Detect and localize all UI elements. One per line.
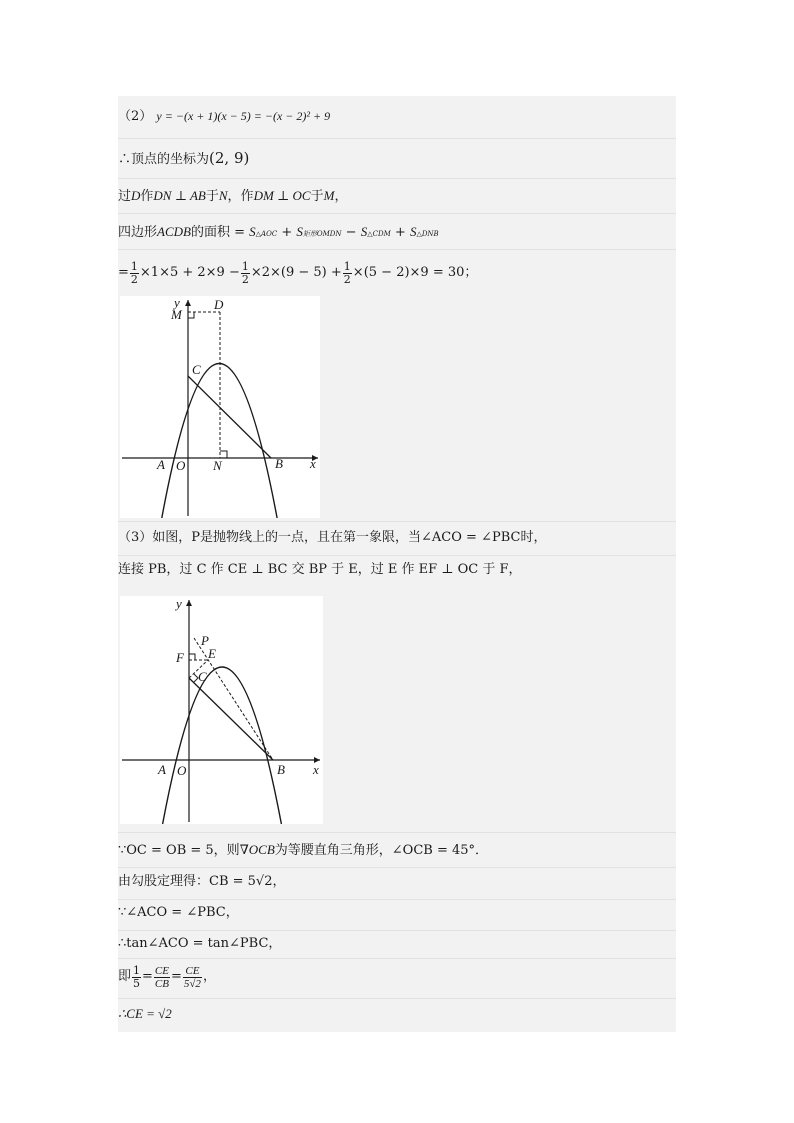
- operator: +: [394, 225, 406, 240]
- pythagoras-line: [118, 874, 676, 890]
- denominator: CB: [154, 977, 169, 990]
- text: 于: [205, 189, 219, 204]
- part2-equation-line: [118, 108, 676, 125]
- area-symbol: S: [296, 224, 303, 239]
- subscript: △AOC: [255, 230, 278, 238]
- operator: =: [170, 969, 182, 984]
- part3-construction-line: [118, 562, 676, 578]
- point-d: D: [131, 188, 141, 203]
- text: ×(5 − 2)×9 = 30；: [352, 265, 478, 280]
- label-n: N: [213, 458, 222, 473]
- text: 过: [118, 189, 132, 204]
- label-c: C: [192, 362, 201, 377]
- part3-construction: 连接 PB，过 C 作 CE ⊥ BC 交 BP 于 E，过 E 作 EF ⊥ OC 于 F，: [118, 562, 522, 577]
- label-y: y: [176, 596, 182, 611]
- area-formula-line: [118, 224, 676, 242]
- label-x: x: [310, 456, 316, 471]
- triangle-ocb: ∇OCB: [239, 842, 275, 857]
- subscript: △CDM: [367, 230, 391, 238]
- part3-statement: （3）如图，P是抛物线上的一点，且在第一象限，当∠ACO = ∠PBC时，: [118, 530, 547, 545]
- divider: [118, 521, 676, 522]
- area-symbol: S: [409, 224, 417, 239]
- denominator: 2: [130, 272, 138, 286]
- right-angle-m: [188, 312, 194, 318]
- operator: +: [281, 225, 293, 240]
- y-axis-arrow: [186, 600, 192, 606]
- text: 为等腰直角三角形，∠OCB = 45°．: [274, 843, 489, 858]
- label-m: M: [171, 307, 182, 322]
- text: ，: [202, 969, 216, 984]
- point-m: M: [323, 188, 335, 203]
- label-o: O: [176, 458, 186, 473]
- divider: [118, 899, 676, 900]
- operator: −: [345, 225, 357, 240]
- figure1-svg: [120, 296, 320, 518]
- figure-angle-condition: [120, 596, 323, 824]
- result-line: [118, 1006, 676, 1023]
- point-n: N: [218, 188, 228, 203]
- segment-cb: [189, 678, 273, 760]
- ratio-line: [118, 960, 676, 994]
- tangent-line: [118, 936, 676, 952]
- divider: [118, 930, 676, 931]
- operator: =: [118, 265, 129, 280]
- numerator: 1: [133, 963, 141, 977]
- fraction-ce-5root2: [183, 965, 202, 990]
- construction-line: [118, 188, 676, 205]
- quadrilateral-name: ACDB: [157, 224, 191, 239]
- label-c: C: [198, 669, 207, 684]
- perpendicular-dn-ab: DN ⊥ AB: [153, 188, 206, 203]
- fraction-ce-cb: [154, 965, 170, 990]
- numerator: 1: [130, 259, 138, 273]
- parabola: [163, 667, 282, 824]
- segment-pb: [194, 638, 273, 760]
- divider: [118, 867, 676, 868]
- denominator: 2: [343, 272, 351, 286]
- text: 即: [118, 969, 132, 984]
- isosceles-line: [118, 842, 676, 859]
- fraction-half: [130, 261, 139, 286]
- label-b: B: [277, 762, 285, 777]
- numerator: CE: [183, 965, 202, 978]
- text: 作: [140, 189, 154, 204]
- figure2-svg: [120, 596, 323, 824]
- label-a: A: [158, 762, 166, 777]
- parabola-equation: y = −(x + 1)(x − 5) = −(x − 2)² + 9: [156, 109, 331, 123]
- label-y: y: [174, 296, 180, 310]
- part-number: （2）: [118, 109, 153, 124]
- y-axis-arrow: [185, 300, 191, 306]
- divider: [118, 998, 676, 999]
- pythagoras-text: 由勾股定理得：CB = 5√2，: [118, 874, 286, 889]
- fraction-one-fifth: [132, 965, 141, 990]
- area-symbol: S: [249, 224, 256, 239]
- vertex-text: ∴顶点的坐标为: [118, 152, 210, 167]
- text: ×1×5 + 2×9 −: [139, 265, 240, 280]
- numerator: 1: [343, 259, 351, 273]
- figure-quadrilateral: [120, 296, 320, 518]
- text: ∵OC = OB = 5，则: [118, 843, 240, 858]
- text: ×2×(9 − 5) +: [250, 265, 342, 280]
- label-d: D: [214, 297, 224, 312]
- text: 的面积 =: [190, 225, 245, 240]
- label-o: O: [177, 763, 187, 778]
- vertex-line: [118, 150, 676, 168]
- label-p: P: [201, 633, 209, 648]
- divider: [118, 958, 676, 959]
- text: 四边形: [118, 225, 158, 240]
- fraction-half: [241, 261, 250, 286]
- label-f: F: [176, 650, 184, 665]
- right-angle-f: [189, 654, 195, 660]
- parabola: [162, 364, 277, 519]
- vertex-coordinates: (2, 9): [209, 149, 250, 167]
- denominator: 5: [133, 976, 141, 990]
- label-x: x: [313, 762, 319, 777]
- segment-cb: [188, 376, 271, 458]
- angle-equality: ∵∠ACO = ∠PBC，: [118, 905, 239, 920]
- numerator: 1: [241, 259, 249, 273]
- label-a: A: [157, 457, 165, 472]
- angle-equality-line: [118, 905, 676, 921]
- denominator: 2: [241, 272, 249, 286]
- divider: [118, 213, 676, 214]
- label-e: E: [208, 646, 216, 661]
- subscript: △DNB: [416, 230, 439, 238]
- solution-document: [118, 96, 676, 1032]
- divider: [118, 138, 676, 139]
- numerator: CE: [154, 964, 169, 977]
- operator: =: [142, 969, 153, 984]
- ce-result: ∴CE = √2: [118, 1006, 172, 1021]
- divider: [118, 178, 676, 179]
- area-symbol: S: [360, 224, 368, 239]
- denominator: 5√2: [183, 977, 201, 990]
- perpendicular-dm-oc: DM ⊥ OC: [253, 188, 311, 203]
- fraction-half: [343, 261, 352, 286]
- text: 于: [310, 189, 324, 204]
- divider: [118, 832, 676, 833]
- text: ，作: [227, 189, 254, 204]
- right-angle-n: [220, 451, 227, 458]
- divider: [118, 555, 676, 556]
- divider: [118, 249, 676, 250]
- label-b: B: [275, 456, 283, 471]
- tangent-equality: ∴tan∠ACO = tan∠PBC，: [118, 936, 282, 951]
- text: ，: [334, 189, 348, 204]
- subscript: 矩形OMDN: [302, 230, 342, 238]
- area-computation-line: [118, 258, 676, 288]
- part3-intro-line: [118, 530, 676, 546]
